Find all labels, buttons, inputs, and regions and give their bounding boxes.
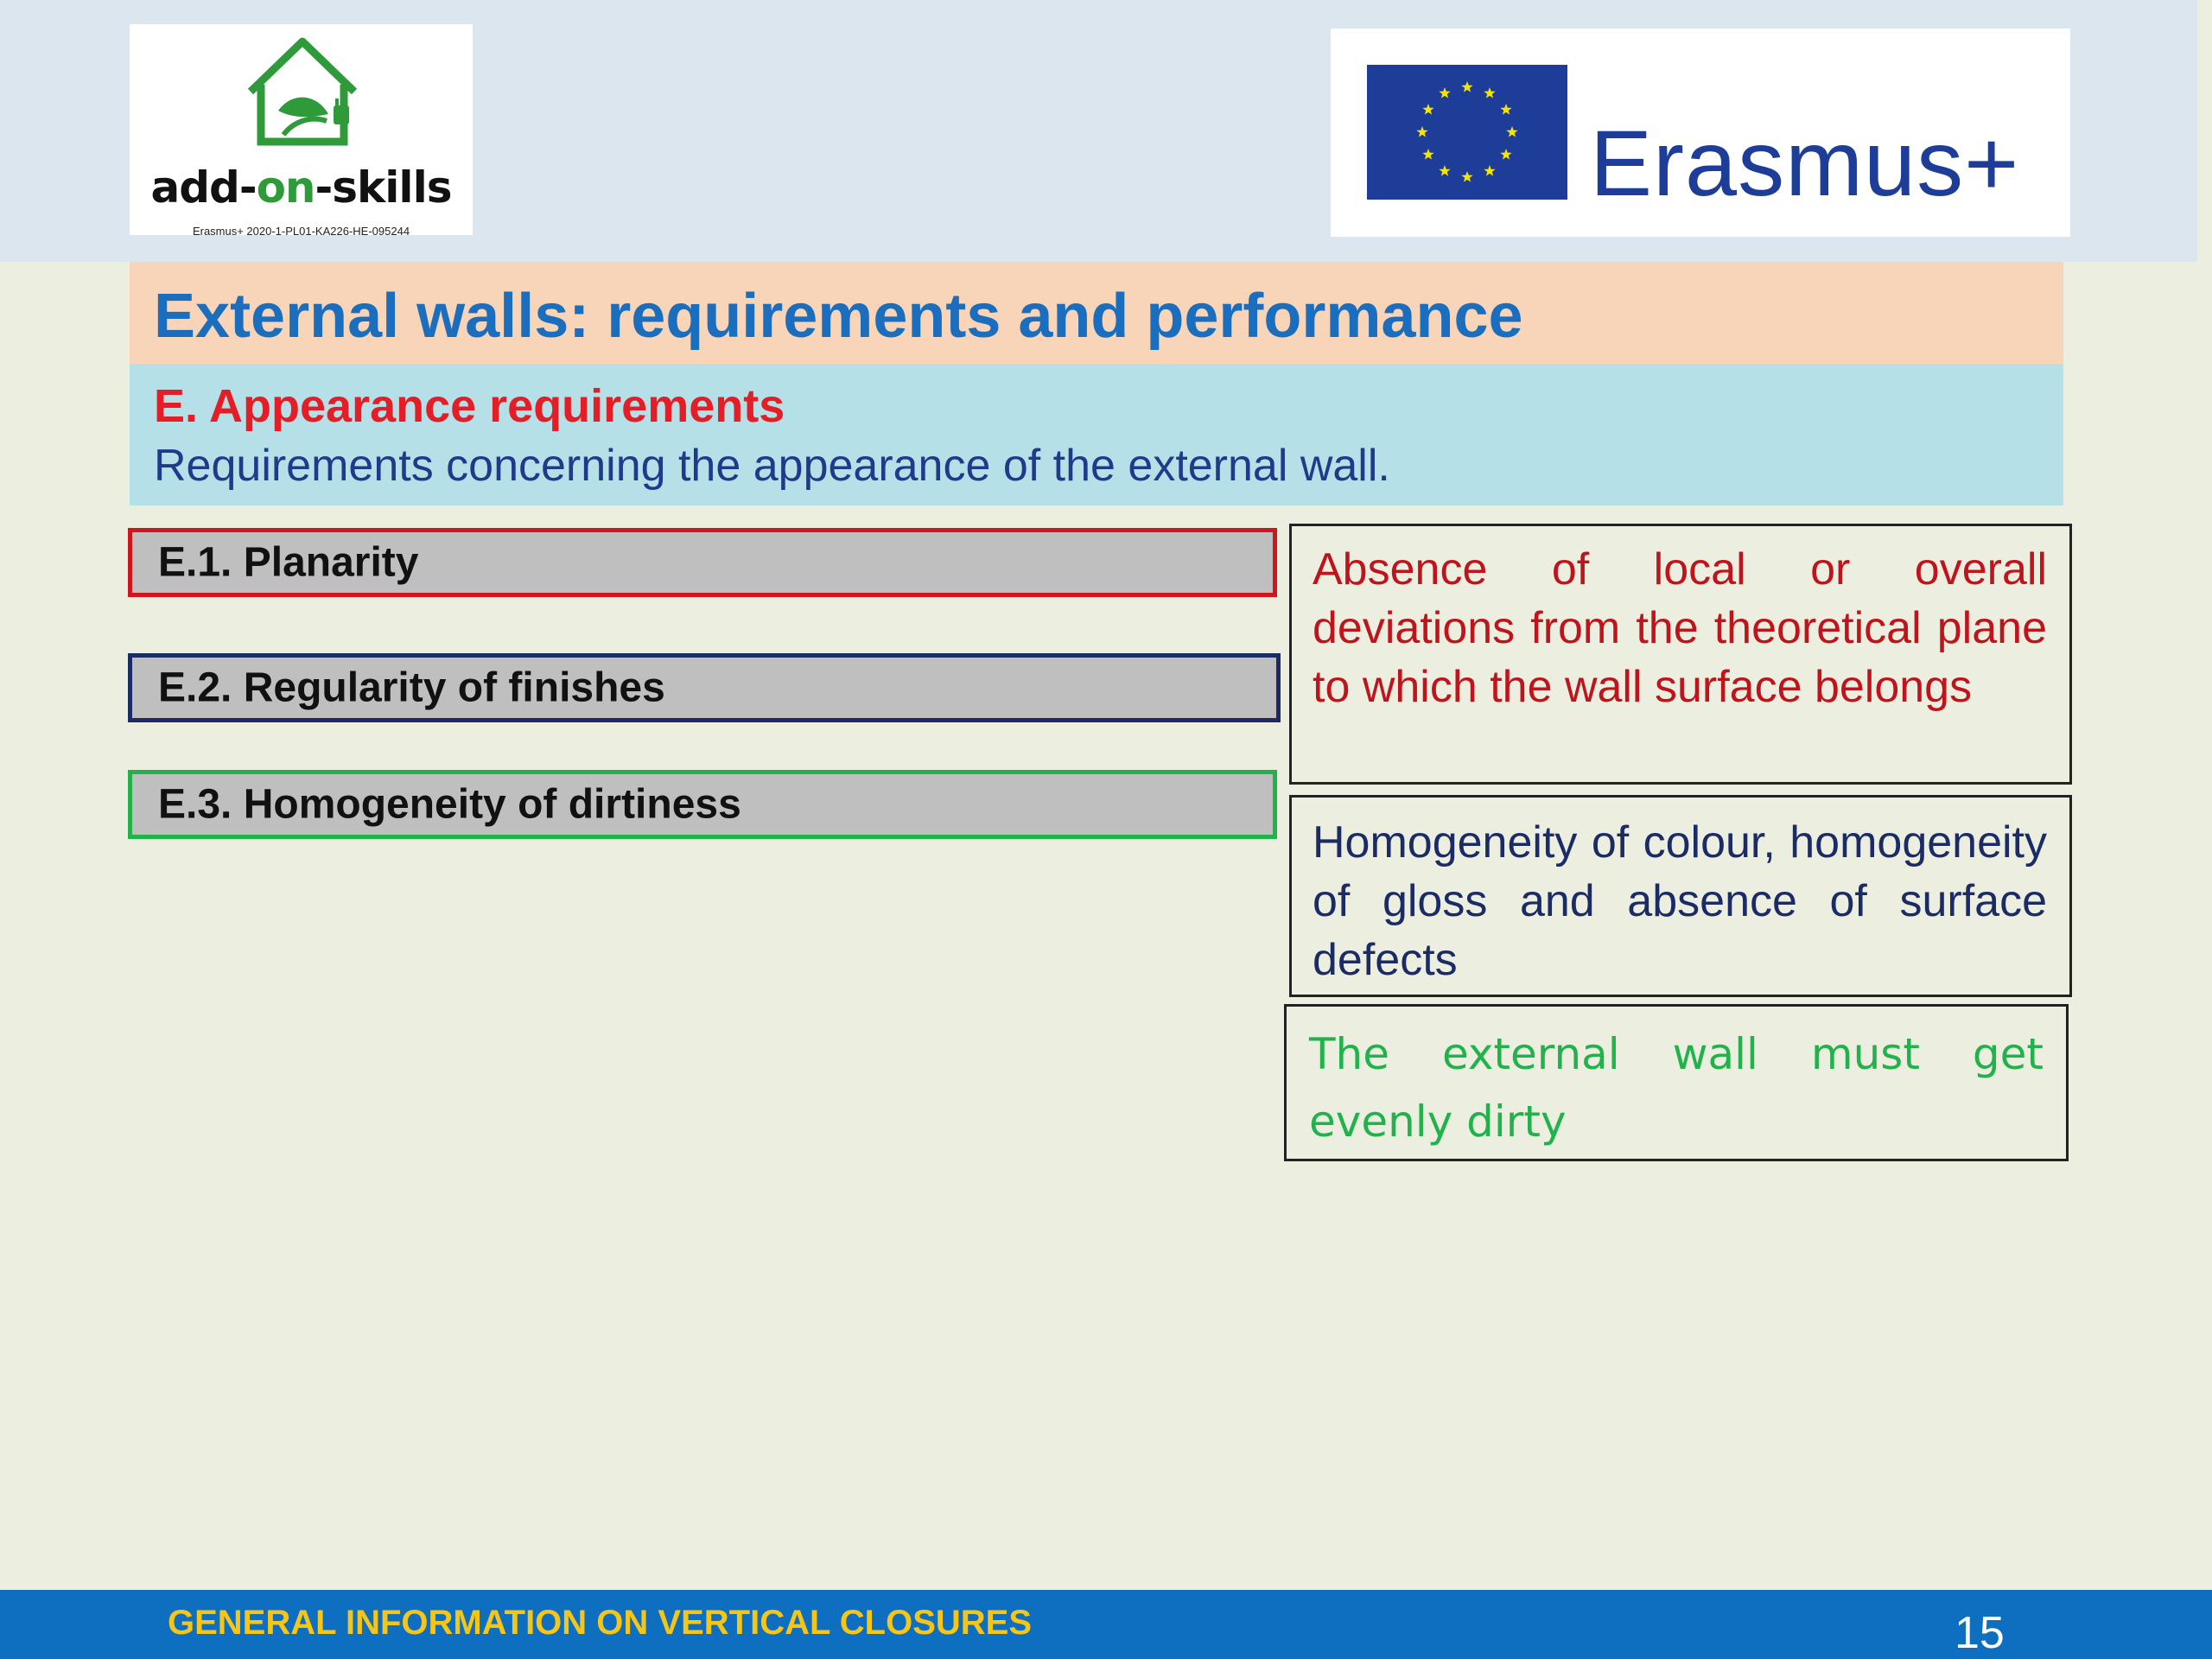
project-code: Erasmus+ 2020-1-PL01-KA226-HE-095244 <box>192 225 410 238</box>
brand-wordmark: add-on-skills <box>150 162 452 213</box>
eu-flag-icon <box>1367 65 1567 200</box>
title-bar <box>130 262 2063 364</box>
finishes-description: Homogeneity of colour, homogeneity of gloss and absence of surface defects <box>1289 795 2072 997</box>
requirement-label: E.1. Planarity <box>158 539 419 586</box>
add-on-skills-logo <box>130 24 473 238</box>
slide-title: External walls: requirements and performance <box>154 282 1523 351</box>
requirement-label: E.2. Regularity of finishes <box>158 664 665 711</box>
erasmus-logo <box>1331 29 2070 237</box>
section-heading: E. Appearance requirements <box>154 380 785 432</box>
requirement-regularity-of-finishes <box>128 653 1281 722</box>
house-leaf-plug-icon <box>233 31 372 161</box>
dirtiness-description: The external wall must get evenly dirty <box>1284 1004 2069 1161</box>
requirement-planarity <box>128 528 1277 597</box>
section-intro <box>130 364 2063 505</box>
requirement-homogeneity-of-dirtiness <box>128 770 1277 839</box>
planarity-description: Absence of local or overall deviations from the theoretical plane to which the wall surface belongs <box>1289 524 2072 785</box>
section-description: Requirements concerning the appearance of the external wall. <box>154 441 1390 491</box>
requirement-label: E.3. Homogeneity of dirtiness <box>158 781 741 828</box>
footer-label: GENERAL INFORMATION ON VERTICAL CLOSURES <box>168 1604 1033 1642</box>
page-number: 15 <box>1955 1608 2005 1658</box>
erasmus-wordmark: Erasmus+ <box>1590 111 2020 215</box>
footer-bar <box>0 1590 2212 1659</box>
